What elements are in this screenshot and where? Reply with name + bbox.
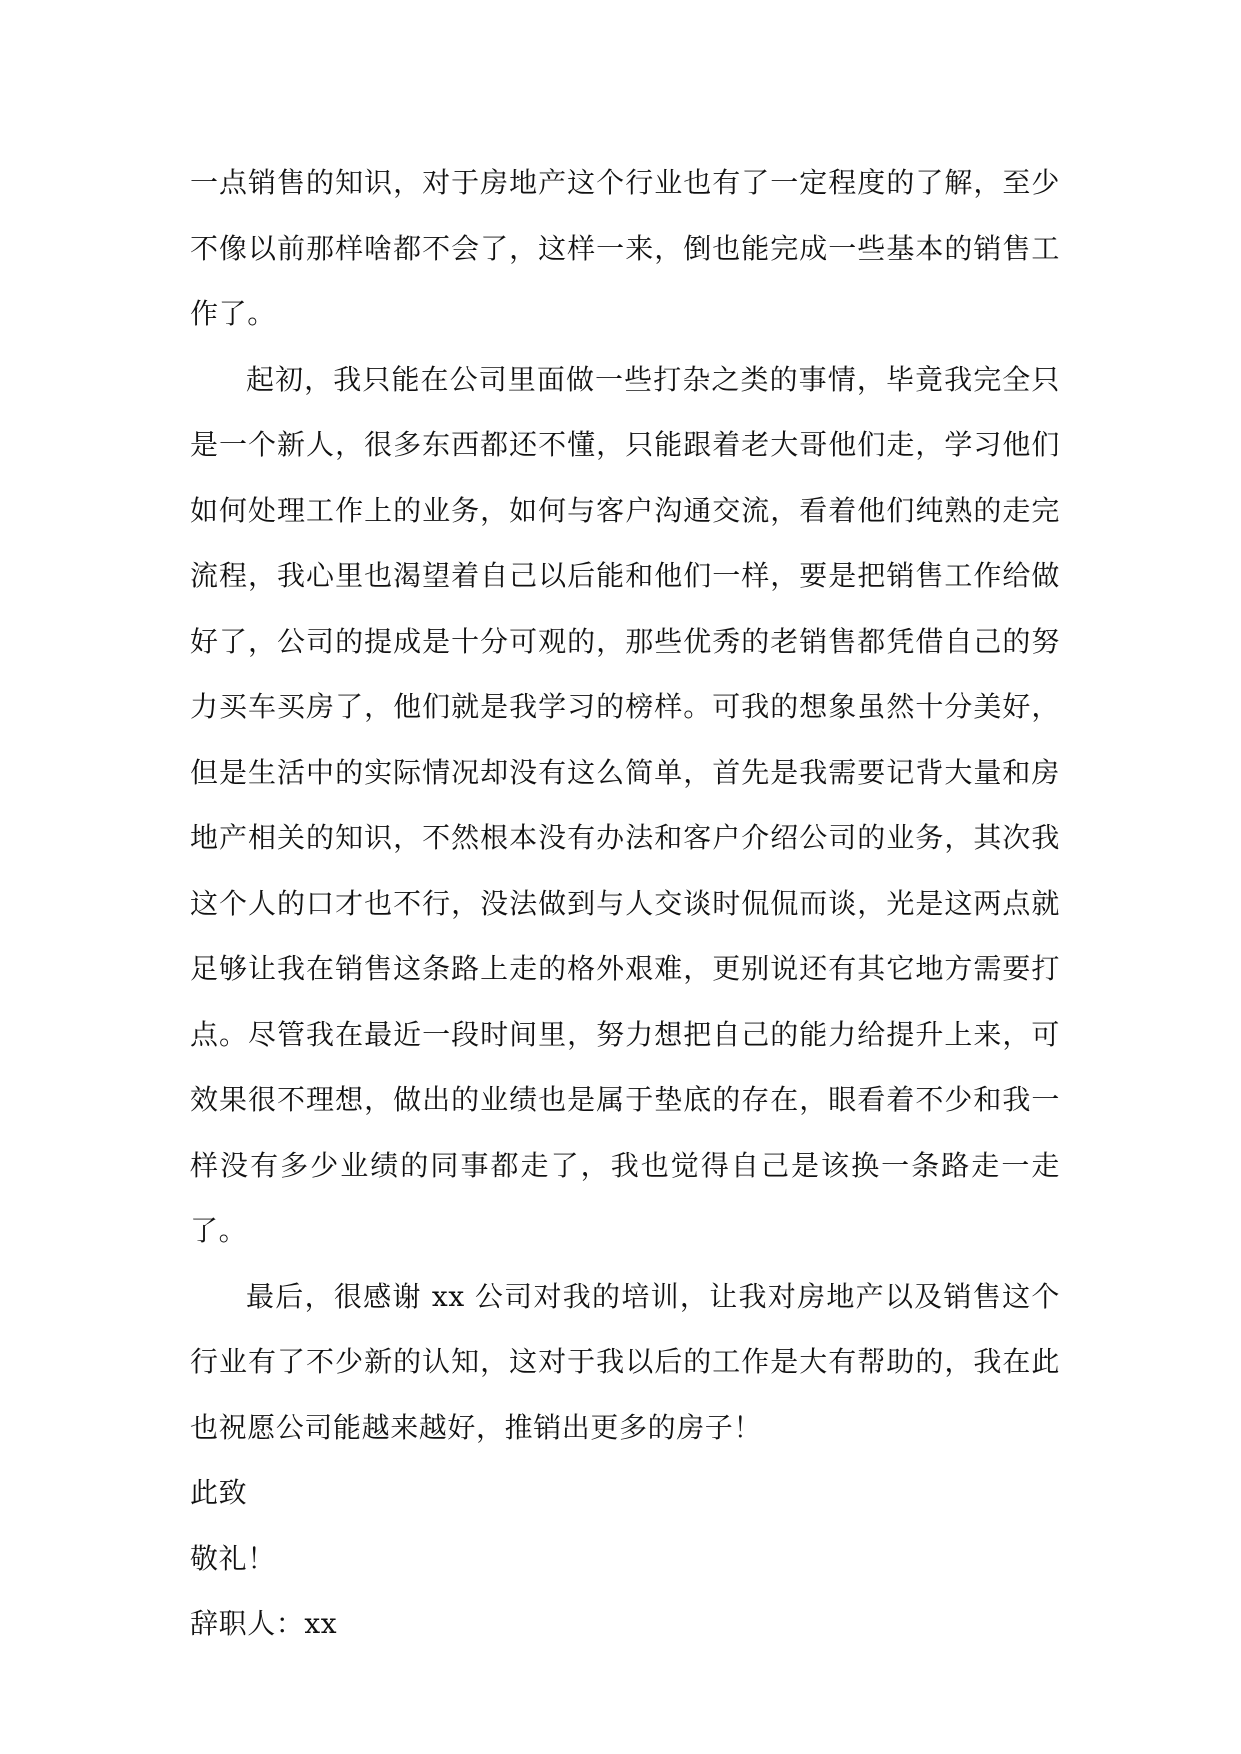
closing-salutation: 此致 (190, 1476, 248, 1509)
closing-regards: 敬礼！ (190, 1541, 276, 1575)
paragraph-thanks: 最后，很感谢 xx 公司对我的培训，让我对房地产以及销售这个行业有了不少新的认知，这对于我以后的工作是大有帮助的，我在此也祝愿公司能越来越好，推销出更多的房子！ (190, 1279, 1060, 1444)
signature-line: 辞职人：xx (190, 1607, 338, 1640)
document-page (190, 150, 1060, 1657)
paragraph-continuation: 一点销售的知识，对于房地产这个行业也有了一定程度的了解，至少不像以前那样啥都不会了，这样一来，倒也能完成一些基本的销售工作了。 (190, 166, 1060, 330)
paragraph-body: 起初，我只能在公司里面做一些打杂之类的事情，毕竟我完全只是一个新人，很多东西都还不懂，只能跟着老大哥他们走，学习他们如何处理工作上的业务，如何与客户沟通交流，看着他们纯熟的走完流程，我心里也渴望着自己以后能和他们一样，要是把销售工作给做好了，公司的提成是十分可观的，那些优秀的老销售都凭借自己的努力买车买房了，他们就是我学习的榜样。可我的想象虽然十分美好，但是生活中的实际情况却没有这么简单，首先是我需要记背大量和房地产相关的知识，不然根本没有办法和客户介绍公司的业务，其次我这个人的口才也不行，没法做到与人交谈时侃侃而谈，光是这两点就足够让我在销售这条路上走的格外艰难，更别说还有其它地方需要打点。尽管我在最近一段时间里，努力想把自己的能力给提升上来，可效果很不理想，做出的业绩也是属于垫底的存在，眼看着不少和我一样没有多少业绩的同事都走了，我也觉得自己是该换一条路走一走了。 (190, 362, 1060, 1247)
